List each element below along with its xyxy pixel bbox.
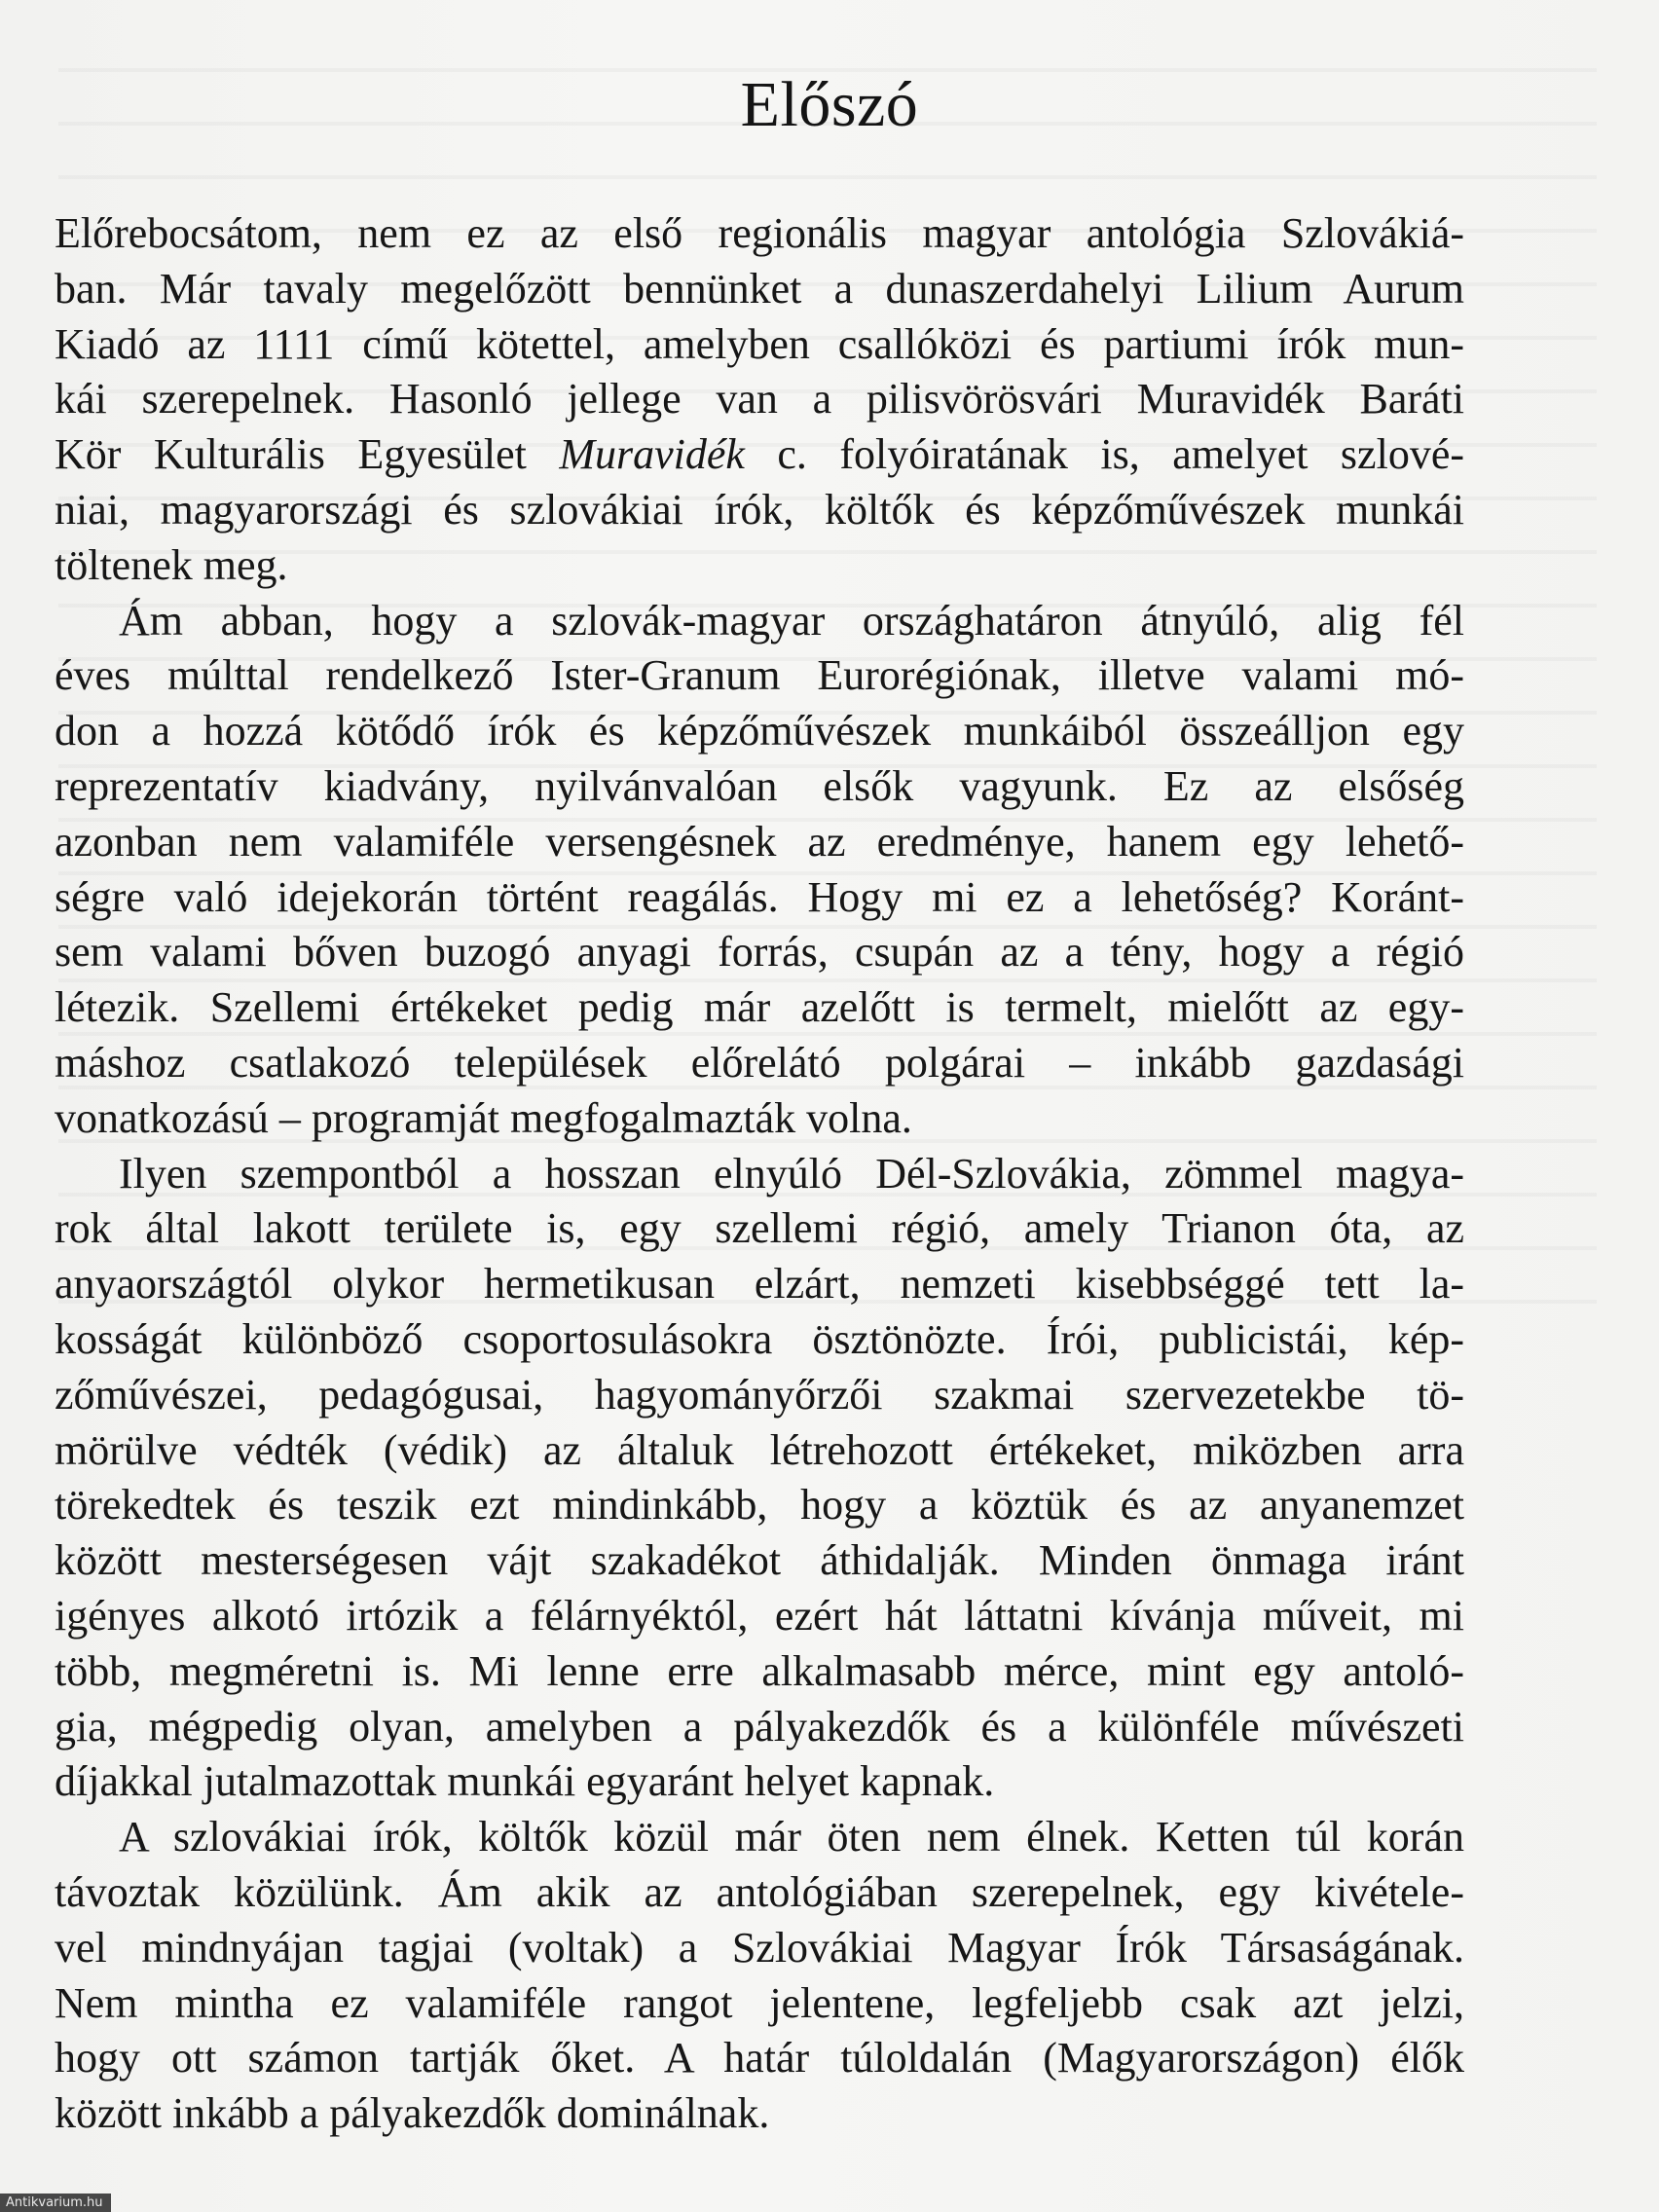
text-line: máshoz csatlakozó települések előrelátó polgárai – inkább gazdasági [55, 1038, 1464, 1087]
text-line: létezik. Szellemi értékeket pedig már azelőtt is termelt, mielőtt az egy- [55, 983, 1464, 1032]
paragraph-1 [55, 206, 1464, 594]
text-line: gia, mégpedig olyan, amelyben a pályakezdők és a különféle művészeti [55, 1702, 1464, 1751]
text-line: Előrebocsátom, nem ez az első regionális magyar antológia Szlovákiá- [55, 209, 1464, 257]
text-line: éves múlttal rendelkező Ister-Granum Eurorégiónak, illetve valami mó- [55, 651, 1464, 700]
journal-title-italic: Muravidék [559, 430, 745, 479]
text-line: mörülve védték (védik) az általuk létrehozott értékeket, miközben arra [55, 1425, 1464, 1474]
text-line: vonatkozású – programját megfogalmazták volna. [55, 1093, 912, 1142]
text-line: távoztak közülünk. Ám akik az antológiában szerepelnek, egy kivétele- [55, 1867, 1464, 1916]
paragraph-2 [55, 594, 1464, 1147]
text-line: azonban nem valamiféle versengésnek az eredménye, hanem egy lehető- [55, 817, 1464, 866]
text-line: díjakkal jutalmazottak munkái egyaránt helyet kapnak. [55, 1757, 995, 1806]
text-line: Nem mintha ez valamiféle rangot jelentene, legfeljebb csak azt jelzi, [55, 1978, 1464, 2027]
text-segment: c. folyóiratának is, amelyet szlové- [744, 430, 1464, 479]
text-line: több, megméretni is. Mi lenne erre alkalmasabb mérce, mint egy antoló- [55, 1646, 1464, 1695]
text-line: anyaországtól olykor hermetikusan elzárt, nemzeti kisebbséggé tett la- [55, 1260, 1464, 1309]
text-line: vel mindnyájan tagjai (voltak) a Szlovákiai Magyar Írók Társaságának. [55, 1923, 1464, 1972]
text-segment: Kör Kulturális Egyesület [55, 430, 560, 479]
text-line: ban. Már tavaly megelőzött bennünket a dunaszerdahelyi Lilium Aurum [55, 264, 1464, 313]
text-line: Ám abban, hogy a szlovák-magyar országhatáron átnyúló, alig fél [119, 596, 1464, 645]
text-line: kái szerepelnek. Hasonló jellege van a pilisvörösvári Muravidék Baráti [55, 375, 1464, 424]
paragraph-4 [55, 1810, 1464, 2142]
text-line: niai, magyarországi és szlovákiai írók, költők és képzőművészek munkái [55, 485, 1464, 534]
source-watermark: Antikvarium.hu [0, 2194, 111, 2212]
text-line: A szlovákiai írók, költők közül már öten nem élnek. Ketten túl korán [119, 1813, 1464, 1862]
text-line: között mesterségesen vájt szakadékot áthidalják. Minden önmaga iránt [55, 1536, 1464, 1585]
body-text [55, 206, 1464, 2142]
text-line-mixed [55, 427, 1464, 483]
text-line: kosságát különböző csoportosulásokra ösztönözte. Írói, publicistái, kép- [55, 1314, 1464, 1363]
text-line: Kiadó az 1111 című kötettel, amelyben csallóközi és partiumi írók mun- [55, 319, 1464, 368]
text-line: rok által lakott területe is, egy szellemi régió, amely Trianon óta, az [55, 1204, 1464, 1253]
text-line: törekedtek és teszik ezt mindinkább, hogy a köztük és az anyanemzet [55, 1481, 1464, 1530]
text-line: igényes alkotó irtózik a félárnyéktól, ezért hát láttatni kívánja műveit, mi [55, 1591, 1464, 1640]
text-line: töltenek meg. [55, 540, 288, 589]
text-line: zőművészei, pedagógusai, hagyományőrzői szakmai szervezetekbe tö- [55, 1370, 1464, 1419]
text-line: között inkább a pályakezdők dominálnak. [55, 2089, 770, 2138]
text-line: don a hozzá kötődő írók és képzőművészek munkáiból összeálljon egy [55, 707, 1464, 756]
text-line: reprezentatív kiadvány, nyilvánvalóan elsők vagyunk. Ez az elsőség [55, 761, 1464, 810]
text-line: Ilyen szempontból a hosszan elnyúló Dél-Szlovákia, zömmel magya- [119, 1149, 1464, 1198]
paragraph-3 [55, 1147, 1464, 1811]
text-line: hogy ott számon tartják őket. A határ túloldalán (Magyarországon) élők [55, 2034, 1464, 2083]
page-title: Előszó [740, 69, 919, 140]
text-line: sem valami bőven buzogó anyagi forrás, csupán az a tény, hogy a régió [55, 928, 1464, 977]
text-line: ségre való idejekorán történt reagálás. Hogy mi ez a lehetőség? Koránt- [55, 872, 1464, 921]
